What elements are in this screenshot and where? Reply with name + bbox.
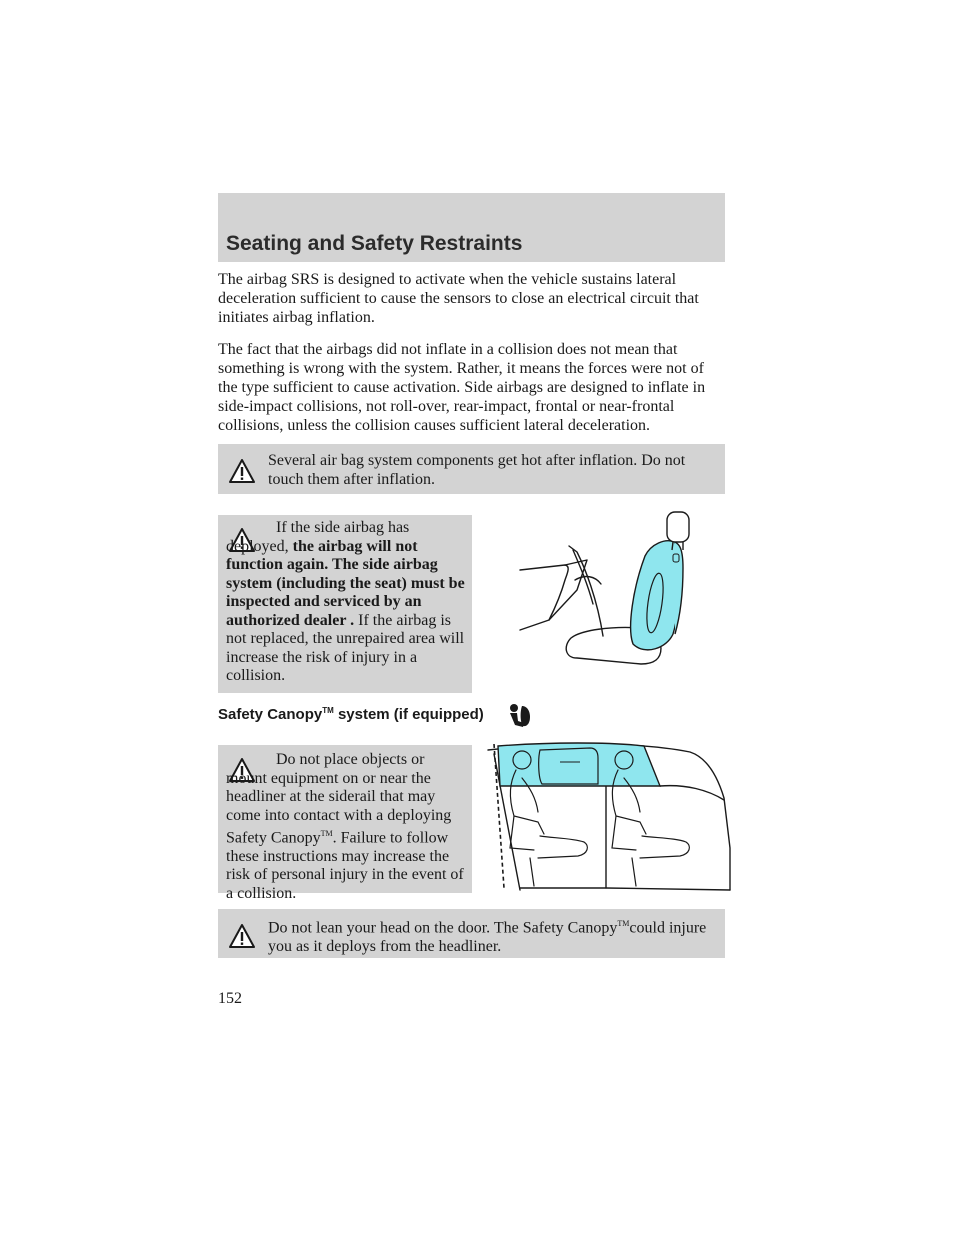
section-heading-part-a: Safety Canopy xyxy=(218,706,323,723)
seat-airbag-icon xyxy=(507,703,531,729)
warning-bold-text: the airbag will not function again. The side airbag system (including the seat) must be inspected and serviced by an authorized dealer . xyxy=(226,537,465,629)
section-heading-part-b: system (if equipped) xyxy=(337,706,484,723)
trademark-mark: TM xyxy=(322,706,334,715)
warning-triangle-icon xyxy=(228,458,256,484)
warning-text-part2: could injure you as it deploys from the headliner. xyxy=(268,919,707,955)
warning-box-hot-components xyxy=(218,444,725,494)
warning-text: Several air bag system components get hot after inflation. Do not touch them after inflation. xyxy=(268,452,686,488)
safety-canopy-illustration xyxy=(480,738,738,894)
warning-box-side-airbag xyxy=(218,515,472,693)
warning-triangle-icon xyxy=(228,923,256,949)
section-header xyxy=(218,193,725,262)
paragraph-1: The airbag SRS is designed to activate when the vehicle sustains lateral deceleration sufficient to cause the sensors to close an electrical circuit that initiates airbag inflation. xyxy=(218,271,699,326)
warning-text xyxy=(226,519,466,686)
section-heading-safety-canopy xyxy=(218,706,484,723)
paragraph-2: The fact that the airbags did not inflate in a collision does not mean that something is wrong with the system. Rather, it means the forces were not of the type sufficient to cause activation. Side airbags are designed to inflate in side-impact collisions, not roll-over, rear-impact, frontal or near-frontal collisions, unless the collision causes sufficient lateral deceleration. xyxy=(218,341,706,434)
trademark-mark: TM xyxy=(617,919,630,928)
side-seat-airbag-illustration xyxy=(515,508,695,673)
warning-text-part1: Do not lean your head on the door. The Safety Canopy xyxy=(268,919,618,937)
warning-text xyxy=(268,915,718,956)
warning-lead-text: If the side airbag has deployed, xyxy=(226,519,410,555)
warning-text-part2: . Failure to follow these instructions may increase the risk of personal injury in the event of a collision. xyxy=(226,829,464,902)
section-title: Seating and Safety Restraints xyxy=(226,232,523,255)
warning-rest-text: If the airbag is not replaced, the unrepaired area will increase the risk of injury in a collision. xyxy=(226,611,465,684)
warning-text xyxy=(226,751,466,903)
warning-text-part1: Do not place objects or mount equipment on or near the headliner at the siderail that may come into contact with a deploying Safety Canopy xyxy=(226,751,452,847)
warning-box-lean-head xyxy=(218,909,725,958)
page-number: 152 xyxy=(218,990,242,1007)
warning-box-headliner xyxy=(218,745,472,902)
trademark-mark: TM xyxy=(320,829,333,838)
